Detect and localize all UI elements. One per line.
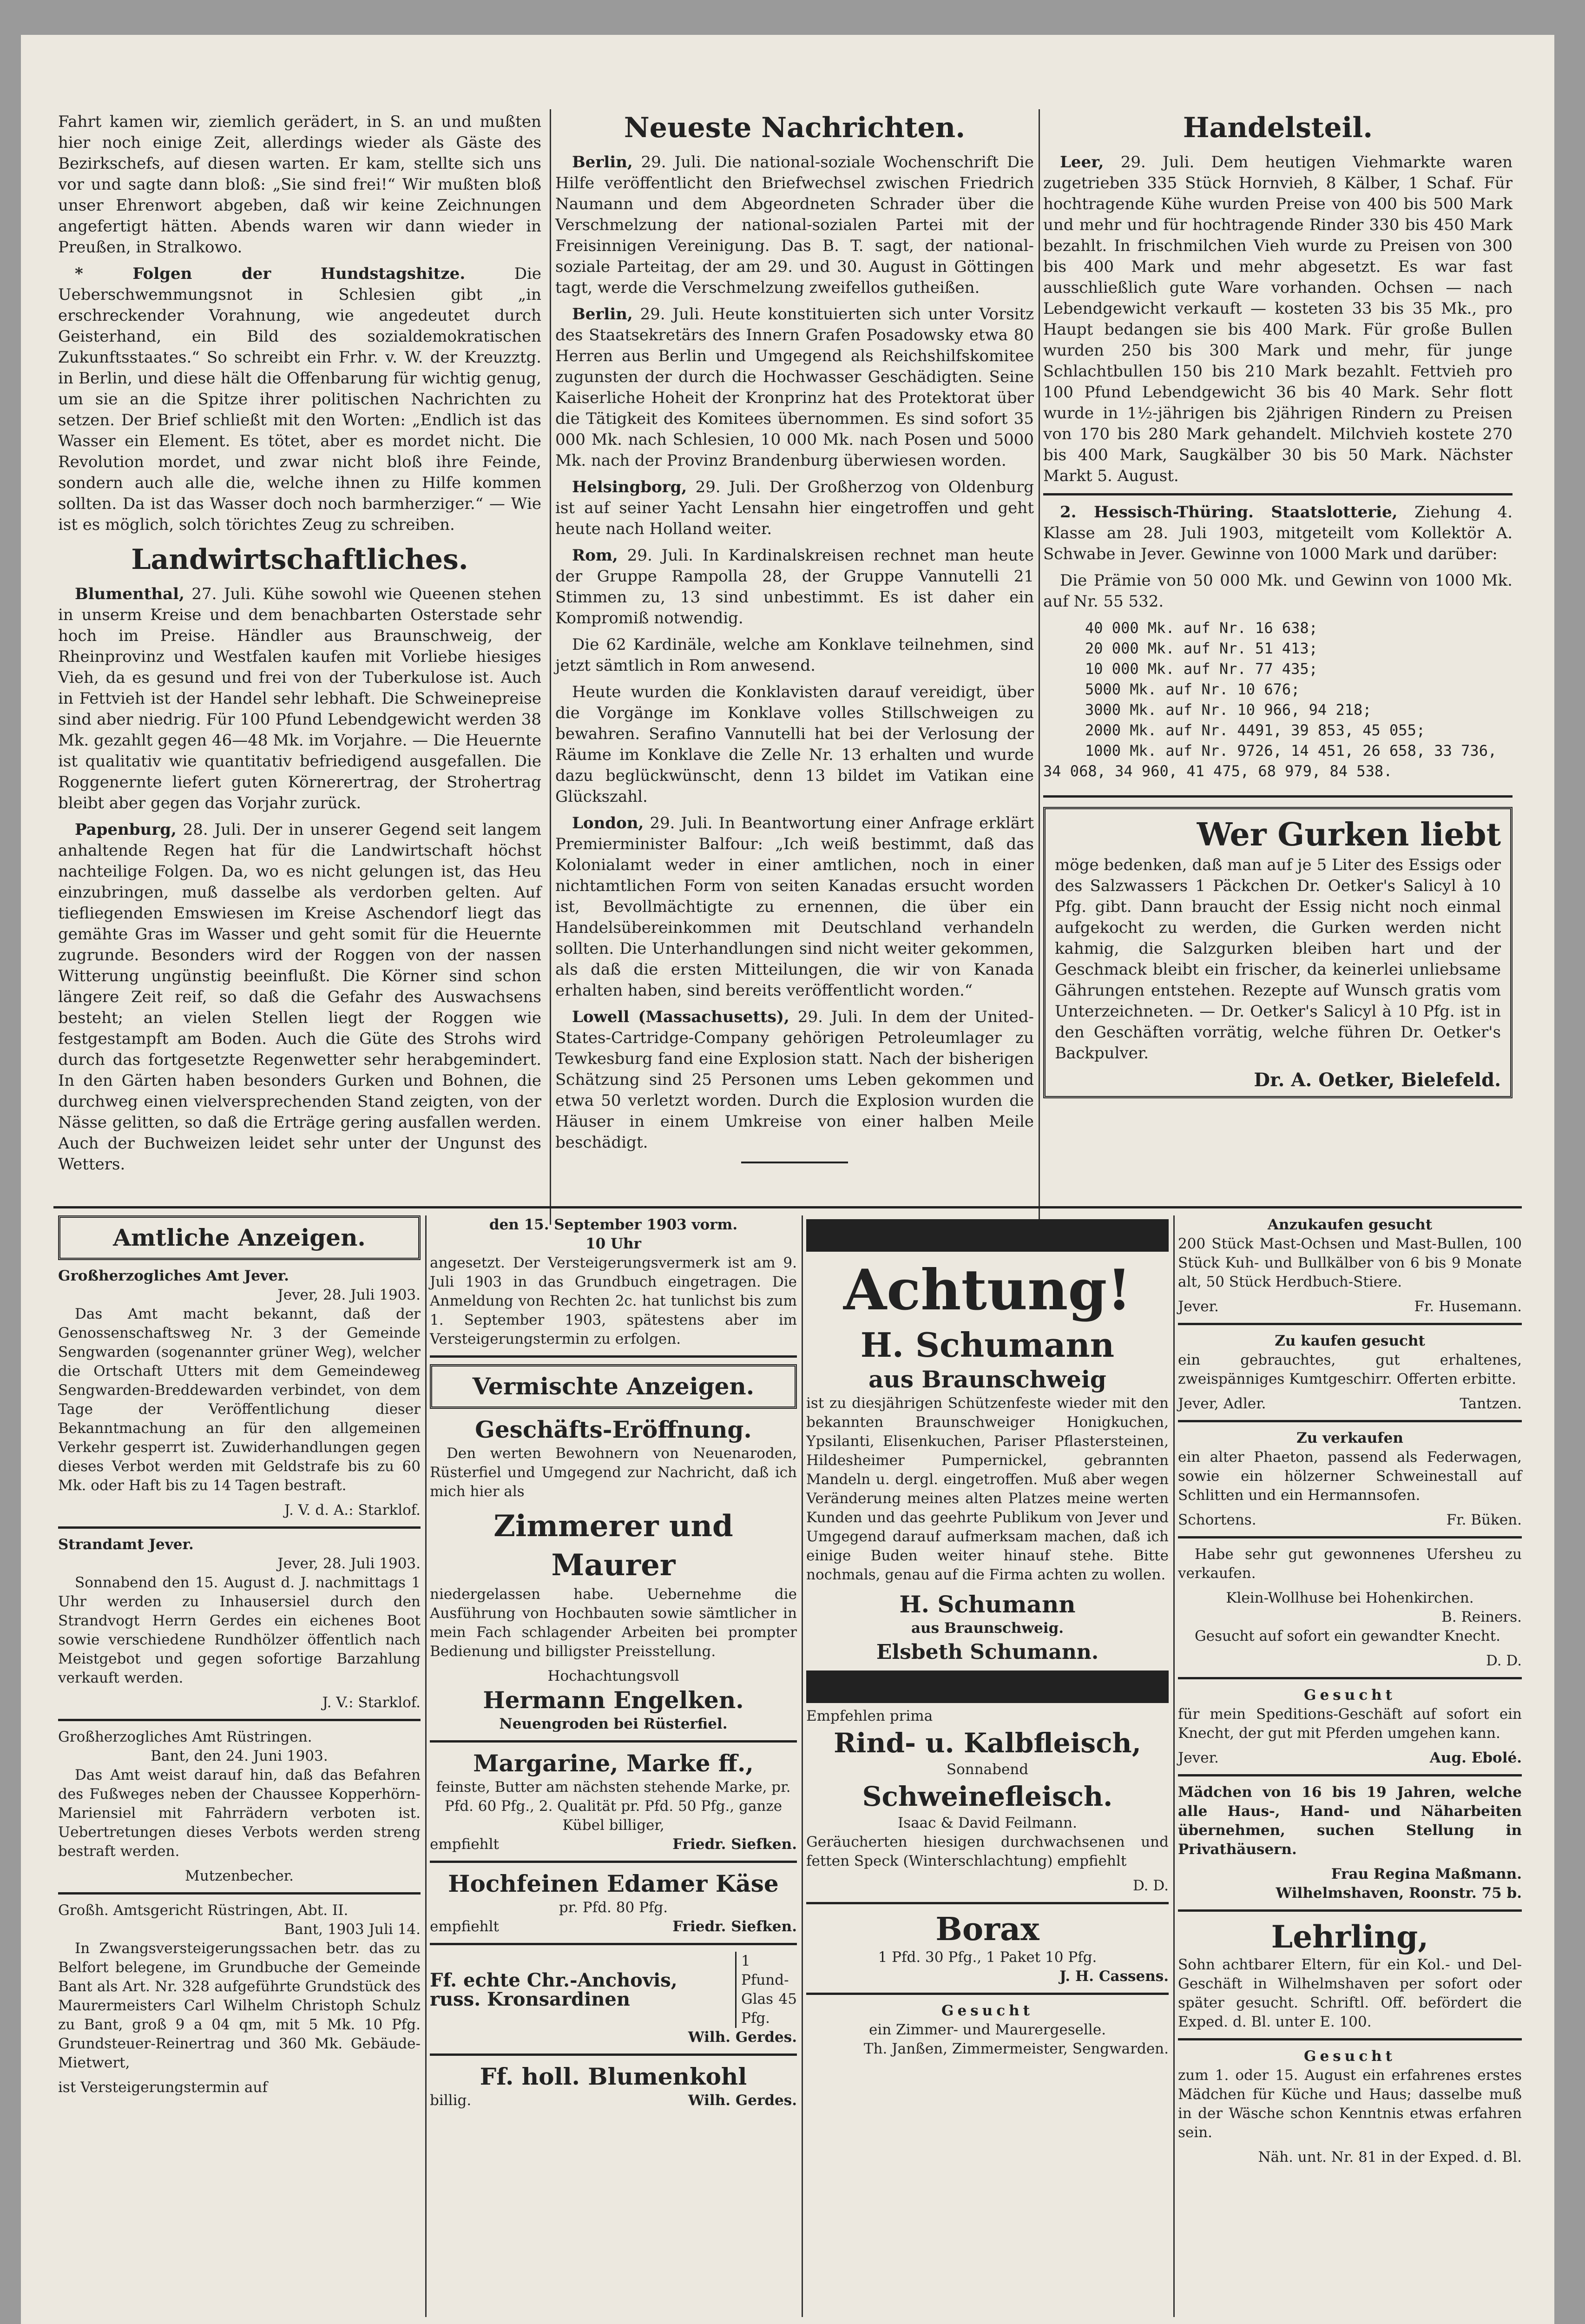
ad-text: Geräucherten hiesigen durchwachsenen und fetten Speck (Winterschlachtung) empfiehlt bbox=[806, 1834, 1169, 1869]
column-3 bbox=[1043, 105, 1513, 1098]
ad-text: 200 Stück Mast-Ochsen und Mast-Bullen, 100 Stück Kuh- und Bullkälber von 6 bis 9 Monate alt, 50 Stück Herdbuch-Stiere. bbox=[1178, 1235, 1522, 1290]
ad-title: Anzukaufen gesucht bbox=[1267, 1216, 1433, 1233]
divider bbox=[1178, 1420, 1522, 1422]
ad-title: Schweinefleisch. bbox=[862, 1781, 1113, 1812]
ad-signature: Friedr. Siefken. bbox=[672, 1918, 797, 1935]
ad-signature: Dr. A. Oetker, Bielefeld. bbox=[1254, 1069, 1501, 1091]
ads-column-4 bbox=[1178, 1215, 1522, 2167]
news-item: Die 62 Kardinäle, welche am Konklave teilnehmen, sind jetzt sämtlich in Rom anwesend. bbox=[555, 635, 1034, 675]
column-divider bbox=[1039, 109, 1040, 1225]
ad-title: Wer Gurken liebt bbox=[1197, 816, 1501, 853]
news-item: Heute wurden die Konklavisten darauf vereidigt, über die Vorgänge im Konklave volles Stillschweigen zu bewahren. Serafino Vannutelli hat bei der Verlosung der Räume im Konklave die Zelle Nr. 13 erhalten und wurde dazu beglückwünscht, denn 13 bildet im Vatikan eine Glückszahl. bbox=[555, 683, 1034, 806]
ad-text: pr. Pfd. 80 Pfg. bbox=[559, 1899, 668, 1916]
ad-title: Zu kaufen gesucht bbox=[1275, 1333, 1425, 1349]
ad-title: Hochfeinen Edamer Käse bbox=[448, 1870, 779, 1897]
ad-signature: Wilh. Gerdes. bbox=[688, 2029, 797, 2046]
notice-heading: Großh. Amtsgericht Rüstringen, Abt. II. bbox=[58, 1902, 349, 1919]
lottery-line: 40 000 Mk. auf Nr. 16 638; bbox=[1085, 619, 1318, 637]
column-divider bbox=[1173, 1215, 1175, 2317]
notice-text: Das Amt macht bekannt, daß der Genossenschaftsweg Nr. 3 der Gemeinde Sengwarden (sogenannter grüner Weg), welcher die Ortschaft Utters mit dem Gemeindeweg Sengwarden-Breddewarden verbindet, von dem Tage der Veröffentlichung dieser Bekanntmachung an für den allgemeinen Verkehr gesperrt ist. Zuwiderhandlungen gegen dieses Verbot werden mit Geldstrafe bis zu 60 Mk. oder Haft bis zu 14 Tagen bestraft. bbox=[58, 1306, 421, 1494]
newspaper-page bbox=[21, 35, 1554, 2324]
notice-text: Sonnabend den 15. August d. J. nachmittags 1 Uhr werden zu Inhausersiel durch den Strandvogt Herrn Gerdes ein eichenes Boot sowie verschiedene Rundhölzer öffentlich nach Meistgebot und gegen sofortige Barzahlung verkauft werden. bbox=[58, 1574, 421, 1686]
ad-address: Wilhelmshaven, Roonstr. 75 b. bbox=[1276, 1885, 1522, 1901]
divider bbox=[430, 1740, 797, 1743]
ad-footer bbox=[1178, 1749, 1522, 1768]
ad-greeting: Hochachtungsvoll bbox=[547, 1668, 679, 1684]
ad-title: Lehrling, bbox=[1271, 1919, 1429, 1955]
divider bbox=[430, 1861, 797, 1863]
ads-heading-vermischt: Vermischte Anzeigen. bbox=[430, 1364, 797, 1409]
ad-signature: J. H. Cassens. bbox=[1059, 1968, 1169, 1985]
notice-date: Bant, 1903 Juli 14. bbox=[284, 1921, 421, 1938]
ad-quantity: 1 Pfund-Glas 45 Pfg. bbox=[735, 1952, 797, 2028]
notice-heading: Großherzogliches Amt Rüstringen. bbox=[58, 1729, 312, 1745]
ad-anchovis bbox=[430, 1952, 797, 2028]
notice-date: Jever, 28. Juli 1903. bbox=[277, 1555, 421, 1572]
divider bbox=[1043, 493, 1513, 495]
ad-name: H. Schumann bbox=[860, 1325, 1115, 1365]
notice-text: Das Amt weist darauf hin, daß das Befahren des Fußweges neben der Chaussee Kopperhörn-Mariensiel mit Fahrrädern verboten ist. Uebertretungen dieses Verbots werden streng bestraft werden. bbox=[58, 1767, 421, 1860]
ad-title: Gesucht bbox=[941, 2002, 1033, 2019]
ad-text: Den werten Bewohnern von Neuenaroden, Rüsterfiel und Umgegend zur Nachricht, daß ich mich hier als bbox=[430, 1445, 797, 1500]
ad-signature: Fr. Husemann. bbox=[1414, 1298, 1522, 1315]
divider bbox=[430, 2053, 797, 2056]
lottery-line: 1000 Mk. auf Nr. 9726, 14 451, 26 658, 33 736, bbox=[1085, 742, 1497, 759]
article-continuation: Fahrt kamen wir, ziemlich gerädert, in S. an und mußten hier noch einige Zeit, allerdings wieder als Gäste des Bezirkschefs, auf diesen warten. Er kam, stellte sich uns vor und sagte dann bloß: „Sie sind frei!“ Wir mußten bloß unser Ehrenwort abgeben, daß wir keine Zeichnungen angefertigt hätten. Abends waren wir dann wieder in Preußen, in Stralkowo. bbox=[58, 112, 541, 257]
notice-signature: J. V. d. A.: Starklof. bbox=[284, 1502, 421, 1519]
divider bbox=[430, 1943, 797, 1945]
ad-name: Elsbeth Schumann. bbox=[876, 1640, 1099, 1664]
ad-text: ein gebrauchtes, gut erhaltenes, zweispänniges Kumtgeschirr. Offerten erbitte. bbox=[1178, 1352, 1522, 1387]
ad-text: ein alter Phaeton, passend als Federwagen, sowie ein hölzerner Schweinestall auf Schlitten und ein Hermannsofen. bbox=[1178, 1449, 1522, 1504]
column-divider bbox=[550, 109, 551, 1225]
ad-signature: Th. Janßen, Zimmermeister, Sengwarden. bbox=[863, 2040, 1169, 2057]
ad-left: billig. bbox=[430, 2092, 472, 2109]
market-report-leer: Leer, 29. Juli. Dem heutigen Viehmarkte waren zugetrieben 335 Stück Hornvieh, 8 Kälber, 1 Schaf. Für hochtragende Kühe wurden Preise von 400 bis 500 Mark und mehr und für hochtragende Rinder 330 bis 450 Mark bezahlt. In frischmilchen Vieh wurde zu Preisen von 300 bis 400 Mark und mehr abgesetzt. Es war fast ausschließlich gute Ware vorhanden. Ochsen — nach Lebendgewicht verkauft — kosteten 33 bis 35 Mk., pro Haupt bedangen sie bis 400 Mark. Für große Bullen wurden 250 bis 300 Mark und mehr, für junge Schlachtbullen 150 bis 210 Mark bezahlt. Fettvieh pro 100 Pfund Lebendgewicht 36 bis 40 Mark. Sehr flott wurde in 1½-jährigen bis 2jährigen Rindern zu Preisen von 170 bis 280 Mark gehandelt. Milchvieh kostete 270 bis 400 Mark, Saugkälber 30 bis 50 Mark. Nächster Markt 5. August. bbox=[1043, 153, 1513, 485]
ad-signature: Friedr. Siefken. bbox=[672, 1836, 797, 1853]
news-item: Berlin, 29. Juli. Die national-soziale Wochenschrift Die Hilfe veröffentlicht den Briefwechsel zwischen Friedrich Naumann und dem Abgeordneten Schrader über die Verschmelzung der national-sozialen Partei mit der Freisinnigen Vereinigung. Das B. T. sagt, der national-soziale Parteitag, der am 29. und 30. August in Göttingen tagt, werde die Verschmelzung zweifellos gutheißen. bbox=[555, 153, 1034, 297]
ad-title: Geschäfts-Eröffnung. bbox=[475, 1416, 752, 1443]
divider bbox=[1178, 1774, 1522, 1776]
ad-title: Rind- u. Kalbfleisch, bbox=[834, 1727, 1141, 1759]
section-rule bbox=[53, 1206, 1522, 1208]
ads-heading-amtlich: Amtliche Anzeigen. bbox=[58, 1215, 421, 1260]
ad-footer bbox=[430, 1835, 797, 1854]
article-hundstagshitze: * Folgen der Hundstagshitze. Die Ueberschwemmungsnot in Schlesien gibt „in erschreckender Vorahnung, wie angedeutet durch Geisterhand, ein Bild des sozialdemokratischen Zukunftsstaates.“ So schreibt ein Frhr. v. W. der Kreuzztg. in Berlin, und diese hält die Offenbarung für wichtig genug, um sie an die Spitze ihrer politischen Nachrichten zu setzen. Der Brief schließt mit den Worten: „Endlich ist das Wasser ein Element. Es tötet, aber es mordet nicht. Die Revolution mordet, und zwar nicht bloß ihre Feinde, sondern auch alle die, welche ihnen zu Hilfe kommen sollten. Da ist das Wasser doch noch barmherziger.“ — Wie ist es möglich, solch törichtes Zeug zu schreiben. bbox=[58, 264, 541, 534]
lottery-line: 34 068, 34 960, 41 475, 68 979, 84 538. bbox=[1043, 762, 1393, 780]
divider bbox=[58, 1526, 421, 1529]
ad-left: empfiehlt bbox=[430, 1836, 499, 1853]
ad-text: ein Zimmer- und Maurergeselle. bbox=[868, 2021, 1106, 2038]
ad-place: Klein-Wollhuse bei Hohenkirchen. bbox=[1226, 1590, 1474, 1606]
ad-title: Gesucht bbox=[1304, 1687, 1396, 1703]
ad-signature: Wilh. Gerdes. bbox=[688, 2092, 797, 2109]
ad-title: Gesucht bbox=[1304, 2048, 1396, 2065]
news-item: Lowell (Massachusetts), 29. Juli. In dem der United-States-Cartridge-Company gehörigen Petroleumlager zu Tewkesburg fand eine Explosion statt. Nach der bisherigen Schätzung sind 25 Personen ums Leben gekommen und etwa 50 verletzt worden. Durch die Explosion wurden die Häuser in einem Umkreise von einer halben Meile beschädigt. bbox=[555, 1008, 1034, 1152]
lottery-main: Die Prämie von 50 000 Mk. und Gewinn von 1000 Mk. auf Nr. 55 532. bbox=[1043, 571, 1513, 611]
lottery-line: 5000 Mk. auf Nr. 10 676; bbox=[1085, 680, 1300, 698]
news-item: London, 29. Juli. In Beantwortung einer Anfrage erklärt Premierminister Balfour: „Ich weiß bestimmt, daß das Kolonialamt weder in einer amtlichen, noch in einer nichtamtlichen Form von seiten Kanadas ersucht worden ist, Bevollmächtigte zu ernennen, die über ein Handelsübereinkommen mit Deutschland verhandeln sollten. Die Unterhandlungen sind nicht weiter gekommen, als daß die ersten Mitteilungen, die wir von Kanada erhalten haben, sind bereits veröffentlicht worden.“ bbox=[555, 814, 1034, 1000]
divider bbox=[1178, 1909, 1522, 1912]
notice-heading: Strandamt Jever. bbox=[58, 1536, 194, 1553]
ad-text: Sohn achtbarer Eltern, für ein Kol.- und Del-Geschäft in Wilhelmshaven per sofort oder später gesucht. Schriftl. Off. befördert die Exped. d. Bl. unter E. 100. bbox=[1178, 1956, 1522, 2030]
divider bbox=[806, 1902, 1169, 1904]
lottery-line: 10 000 Mk. auf Nr. 77 435; bbox=[1085, 660, 1318, 678]
ad-footer bbox=[430, 2091, 797, 2110]
article-blumenthal: Blumenthal, 27. Juli. Kühe sowohl wie Queenen stehen in unserm Kreise und dem benachbarten Osterstade sehr hoch im Preise. Händler aus Braunschweig, der Rheinprovinz und Westfalen kaufen mit Vorliebe hiesiges Vieh, da es gesund und frei von der Tuberkulose ist. Auch in Fettvieh ist der Handel sehr lebhaft. Die Schweinepreise sind aber niedrig. Für 100 Pfund Lebendgewicht werden 38 Mk. gezahlt gegen 46—48 Mk. im Vorjahre. — Die Heuernte ist qualitativ wie quantitativ befriedigend ausgefallen. Die Roggenernte liefert guten Körnerertrag, der Strohertrag bleibt aber gegen das Vorjahr zurück. bbox=[58, 585, 541, 812]
divider bbox=[1043, 795, 1513, 798]
column-1 bbox=[58, 112, 541, 1181]
ad-text: für mein Speditions-Geschäft auf sofort ein Knecht, der gut mit Pferden umgehen kann. bbox=[1178, 1706, 1522, 1742]
ad-left: Jever. bbox=[1178, 1750, 1219, 1766]
divider bbox=[806, 1993, 1169, 1995]
ad-signature: Fr. Büken. bbox=[1446, 1512, 1522, 1528]
notice-heading: Großherzogliches Amt Jever. bbox=[58, 1268, 289, 1284]
end-rule bbox=[741, 1162, 848, 1163]
section-heading-landwirtschaft: Landwirtschaftliches. bbox=[131, 543, 468, 576]
notice-continued: ist Versteigerungstermin auf bbox=[58, 2079, 268, 2096]
article-papenburg: Papenburg, 28. Juli. Der in unserer Gegend seit langem anhaltende Regen hat für die Landwirtschaft höchst nachteilige Folgen. Da, wo es nicht gelungen ist, das Heu einzubringen, muß dasselbe als verdorben gelten. Auf tiefliegenden Emswiesen im Kreise Aschendorf liegt das gemähte Gras im Wasser und geht somit für die Heuernte zugrunde. Besonders wird der Roggen von der nassen Witterung ungünstig beeinflußt. Die Körner sind schon längere Zeit reif, so daß die Gefahr des Auswachsens besteht; an vielen Stellen liegt der Roggen wie festgestampft am Boden. Auch die Güte des Strohs wird durch das fortgesetzte Regenwetter sehr herabgemindert. In den Gärten haben besonders Gurken und Bohnen, die durchweg einen vielversprechenden Stand zeigten, von der Nässe gelitten, so daß die Erträge gering ausfallen werden. Auch der Buchweizen leidet sehr unter der Ungunst des Wetters. bbox=[58, 820, 542, 1174]
lottery-intro: 2. Hessisch-Thüring. Staatslotterie, Ziehung 4. Klasse am 28. Juli 1903, mitgeteilt vom Kollektör A. Schwabe in Jever. Gewinne von 1000 Mark und darüber: bbox=[1043, 503, 1513, 563]
ads-column-1 bbox=[58, 1215, 421, 2097]
ad-signature: Aug. Ebolé. bbox=[1429, 1750, 1522, 1766]
ad-signature: Frau Regina Maßmann. bbox=[1331, 1866, 1522, 1882]
ad-origin: aus Braunschweig. bbox=[911, 1620, 1064, 1637]
ad-title: Borax bbox=[935, 1911, 1039, 1948]
ad-footer bbox=[1178, 1394, 1522, 1413]
ad-signature: D. D. bbox=[1132, 1877, 1169, 1894]
notice-signature: Mutzenbecher. bbox=[185, 1868, 294, 1884]
ornament-bar bbox=[806, 1670, 1169, 1703]
auction-text: angesetzt. Der Versteigerungsvermerk ist am 9. Juli 1903 in das Grundbuch eingetragen. Die Anmeldung von Rechten 2c. hat tunlichst bis zum 1. September 1903, spätestens aber im Versteigerungstermin zu erfolgen. bbox=[430, 1254, 797, 1347]
lottery-line: 2000 Mk. auf Nr. 4491, 39 853, 45 055; bbox=[1085, 721, 1426, 739]
ads-column-3 bbox=[806, 1215, 1169, 2059]
lottery-line: 3000 Mk. auf Nr. 10 966, 94 218; bbox=[1085, 701, 1372, 719]
ad-footer bbox=[1178, 1297, 1522, 1316]
ad-name: H. Schumann bbox=[899, 1591, 1076, 1618]
ad-signature: Tantzen. bbox=[1460, 1395, 1522, 1412]
ornament-bar bbox=[806, 1219, 1169, 1252]
ad-footer-text: Näh. unt. Nr. 81 in der Exped. d. Bl. bbox=[1258, 2149, 1522, 2166]
news-item: Rom, 29. Juli. In Kardinalskreisen rechnet man heute der Gruppe Rampolla 28, der Gruppe Vannutelli 21 Stimmen zu, 13 sind unbestimmt. Es ist daher ein Kompromiß notwendig. bbox=[555, 546, 1034, 627]
notice-date: Jever, 28. Juli 1903. bbox=[277, 1287, 421, 1303]
ad-text: Mädchen von 16 bis 19 Jahren, welche alle Haus-, Hand- und Näharbeiten übernehmen, suchen Stellung in Privathäusern. bbox=[1178, 1784, 1522, 1858]
ad-title: Margarine, Marke ff., bbox=[473, 1750, 754, 1777]
news-item: Berlin, 29. Juli. Heute konstituierten sich unter Vorsitz des Staatsekretärs des Innern Grafen Posadowsky etwa 80 Herren aus Berlin und Umgegend als Reichshilfskomitee zugunsten der durch die Hochwasser Geschädigten. Seine Kaiserliche Hoheit der Kronprinz hat des Protektorat über die Tätigkeit des Komitees übernommen. Es sind sofort 35 000 Mk. nach Schlesien, 10 000 Mk. nach Posen und 5000 Mk. nach der Provinz Brandenburg überwiesen worden. bbox=[555, 305, 1034, 470]
ads-column-2 bbox=[430, 1215, 797, 2110]
ad-subtitle: Sonnabend bbox=[946, 1761, 1029, 1778]
divider bbox=[1178, 1536, 1522, 1538]
ad-oetker bbox=[1043, 807, 1513, 1098]
ad-title-large: Zimmerer und Maurer bbox=[493, 1509, 733, 1583]
ad-text: Gesucht auf sofort ein gewandter Knecht. bbox=[1195, 1628, 1500, 1644]
ad-title: Ff. holl. Blumenkohl bbox=[480, 2063, 747, 2090]
column-2 bbox=[555, 105, 1034, 1163]
ad-text: möge bedenken, daß man auf je 5 Liter des Essigs oder des Salzwassers 1 Päckchen Dr. Oetker's Salicyl à 10 Pfg. gibt. Dann braucht der Essig nicht noch einmal aufgekocht zu werden, die Gurken werden nicht kahmig, die Salzgurken bleiben hart und der Geschmack bleibt ein frischer, da keinerlei unliebsame Gährungen entstehen. Rezepte auf Wunsch gratis vom Unterzeichneten. — Dr. Oetker's Salicyl à 10 Pfg. ist in den Geschäften vorrätig, welche führen Dr. Oetker's Backpulver. bbox=[1055, 856, 1501, 1063]
ad-text: zum 1. oder 15. August ein erfahrenes erstes Mädchen für Küche und Haus; dasselbe muß in der Wäsche schon Kenntnis etwas erfahren sein. bbox=[1178, 2067, 1522, 2141]
ad-anchovis-titles bbox=[430, 1971, 735, 2009]
notice-text: In Zwangsversteigerungssachen betr. das zu Belfort belegene, im Grundbuche der Gemeinde Bant als Art. Nr. 328 aufgeführte Grundstück des Maurermeisters Carl Wilhelm Christoph Schulz zu Bant, groß 9 a 04 qm, mit 5 Mk. 10 Pfg. Grundsteuer-Reinertrag und 360 Mk. Gebäude-Mietwert, bbox=[58, 1940, 421, 2071]
divider bbox=[430, 1355, 797, 1358]
divider bbox=[1178, 1323, 1522, 1325]
ad-text: 1 Pfd. 30 Pfg., 1 Paket 10 Pfg. bbox=[878, 1949, 1097, 1966]
ad-footer bbox=[1178, 1511, 1522, 1530]
ad-title-huge: Achtung! bbox=[843, 1257, 1131, 1323]
divider bbox=[1178, 1677, 1522, 1679]
ad-text: ist zu diesjährigen Schützenfeste wieder mit den bekannten Braunschweiger Honigkuchen, Ypsilanti, Elisenkuchen, Pariser Pflastersteinen, Hildesheimer Pumpernickel, gebrannten Mandeln u. dergl. eingetroffen. Muß aber wegen Veränderung meines alten Platzes meine werten Kunden und das geehrte Publikum von Jever und Umgegend darauf aufmerksam machen, daß ich einige Buden weiter hinauf stehe. Bitte nochmals, genau auf die Firma achten zu wollen. bbox=[806, 1395, 1169, 1583]
section-heading-nachrichten: Neueste Nachrichten. bbox=[624, 112, 966, 144]
ad-footer bbox=[430, 1917, 797, 1936]
ad-name: Isaac & David Feilmann. bbox=[898, 1815, 1077, 1831]
lottery-list bbox=[1043, 618, 1513, 761]
ad-text: niedergelassen habe. Uebernehme die Ausführung von Hochbauten sowie sämtlicher in mein Fach schlagender Arbeiten bei prompter Bedienung und billigster Preisstellung. bbox=[430, 1586, 797, 1660]
ad-text: feinste, Butter am nächsten stehende Marke, pr. Pfd. 60 Pfg., 2. Qualität pr. Pfd. 50 Pfg., ganze Kübel billiger, bbox=[436, 1779, 791, 1834]
ad-title: russ. Kronsardinen bbox=[430, 1988, 630, 2010]
column-divider bbox=[802, 1215, 803, 2317]
ad-left: empfiehlt bbox=[430, 1918, 499, 1935]
ad-name: Hermann Engelken. bbox=[483, 1686, 744, 1714]
ad-text: Habe sehr gut gewonnenes Ufersheu zu verkaufen. bbox=[1178, 1546, 1522, 1582]
section-heading-handel: Handelsteil. bbox=[1183, 112, 1373, 144]
notice-date: Bant, den 24. Juni 1903. bbox=[151, 1748, 328, 1764]
news-item: Helsingborg, 29. Juli. Der Großherzog von Oldenburg ist auf seiner Yacht Lensahn hier eingetroffen und geht heute nach Holland weiter. bbox=[555, 478, 1034, 538]
ad-title: Zu verkaufen bbox=[1296, 1430, 1403, 1446]
auction-date: den 15. September 1903 vorm. 10 Uhr bbox=[489, 1216, 738, 1252]
ad-signature: D. D. bbox=[1486, 1652, 1522, 1669]
divider bbox=[1178, 2038, 1522, 2040]
ad-signature: B. Reiners. bbox=[1441, 1609, 1522, 1625]
ad-origin: aus Braunschweig bbox=[868, 1366, 1106, 1393]
ad-place: Neuengroden bei Rüsterfiel. bbox=[499, 1716, 728, 1732]
column-divider bbox=[425, 1215, 427, 2317]
ad-left: Jever. bbox=[1178, 1298, 1219, 1315]
ad-left: Jever, Adler. bbox=[1178, 1395, 1266, 1412]
divider bbox=[58, 1892, 421, 1895]
divider bbox=[58, 1719, 421, 1721]
ad-left: Schortens. bbox=[1178, 1512, 1256, 1528]
ad-title: Ff. echte Chr.-Anchovis, bbox=[430, 1969, 677, 1991]
ad-pre: Empfehlen prima bbox=[806, 1708, 933, 1724]
lottery-line: 20 000 Mk. auf Nr. 51 413; bbox=[1085, 640, 1318, 657]
notice-signature: J. V.: Starklof. bbox=[322, 1694, 421, 1711]
